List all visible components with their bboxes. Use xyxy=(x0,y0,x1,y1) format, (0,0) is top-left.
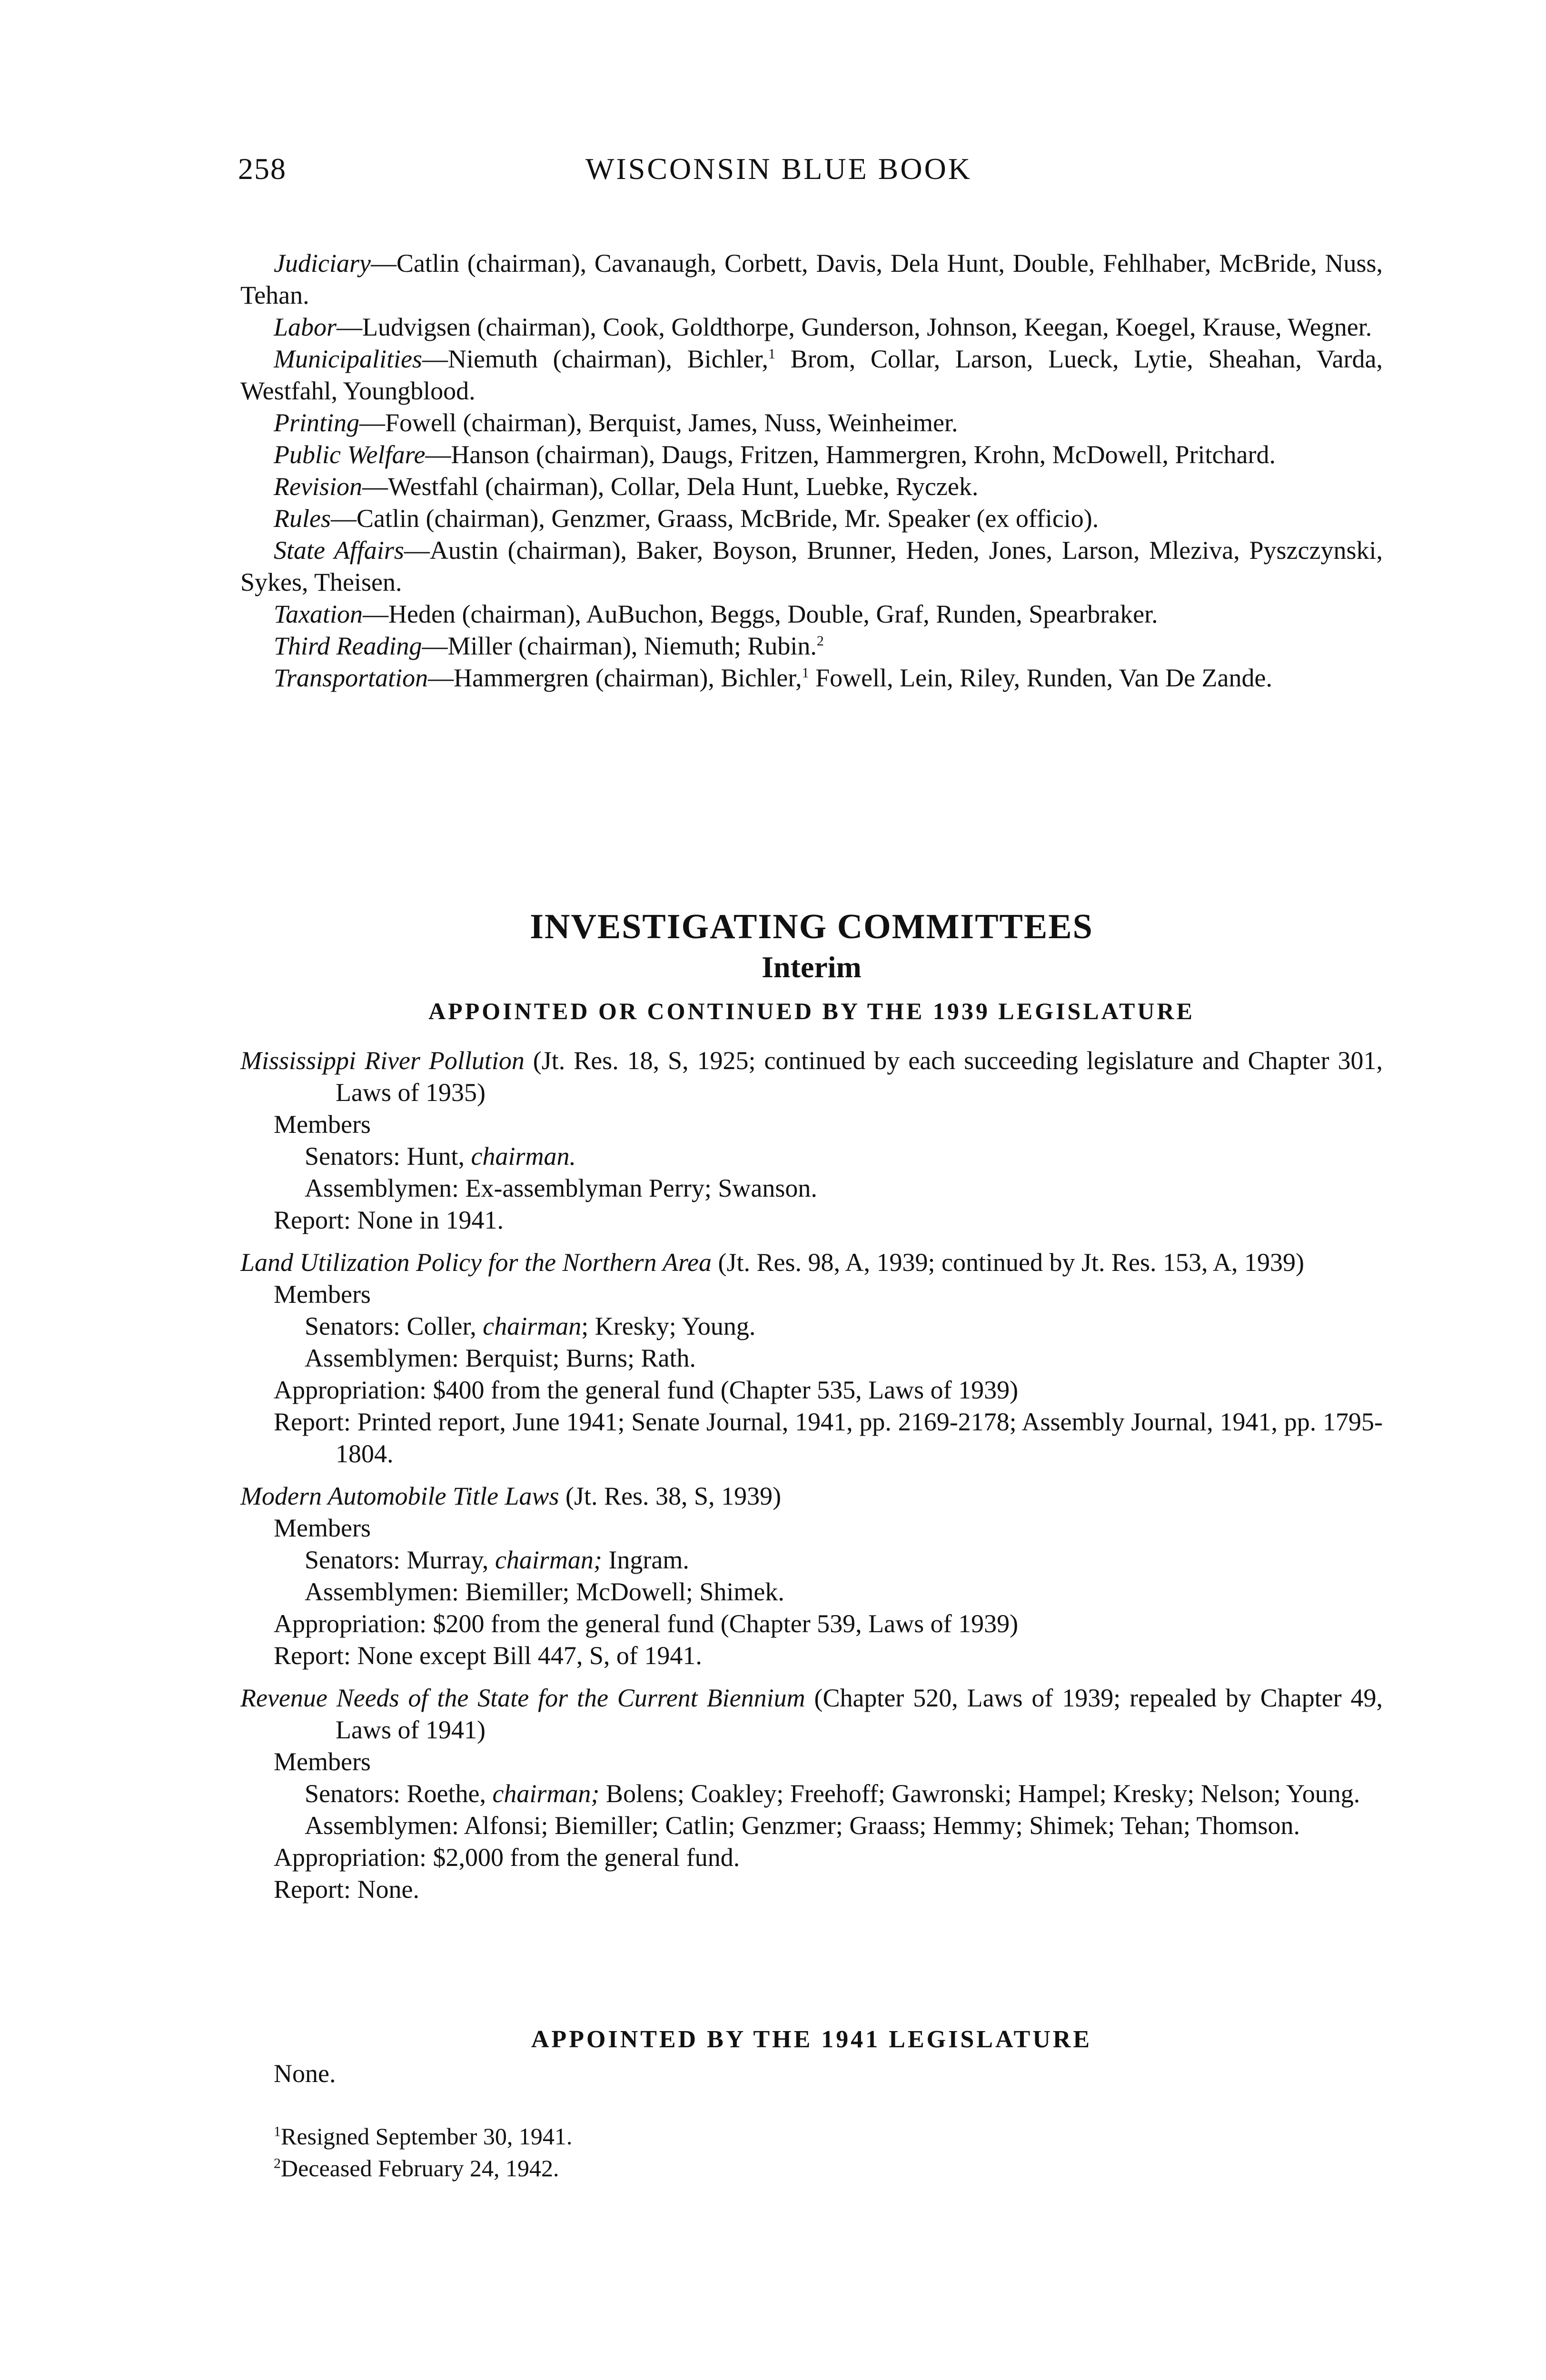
committee-entry xyxy=(240,407,1383,439)
committee-members-continued: Fowell, Lein, Riley, Runden, Van De Zande. xyxy=(809,664,1272,692)
investigating-committee xyxy=(240,1682,1383,1905)
footnote-mark: 2 xyxy=(816,633,824,649)
committee-name: State Affairs xyxy=(274,536,404,565)
report-line: Report: None except Bill 447, S, of 1941. xyxy=(274,1641,702,1670)
assemblymen-line xyxy=(240,1576,1383,1608)
committee-members: —Catlin (chairman), Genzmer, Graass, McBride, Mr. Speaker (ex officio). xyxy=(330,504,1099,533)
committee-members-continued: Brom, Collar, Larson, Lueck, Lytie, Sheahan, Varda, Westfahl, Youngblood. xyxy=(240,345,1383,405)
committee-members: —Catlin (chairman), Cavanaugh, Corbett, Davis, Dela Hunt, Double, Fehlhaber, McBride, Nuss, Tehan. xyxy=(240,249,1383,309)
footnote-mark: 1 xyxy=(802,665,809,681)
appropriation-line: Appropriation: $200 from the general fund (Chapter 539, Laws of 1939) xyxy=(274,1609,1019,1638)
investigating-committee xyxy=(240,1247,1383,1470)
assemblymen-label: Assemblymen: xyxy=(305,1344,466,1372)
report-line: Report: Printed report, June 1941; Senate Journal, 1941, pp. 2169-2178; Assembly Journal, 1941, pp. 1795-1804. xyxy=(274,1408,1383,1468)
committee-name: Taxation xyxy=(274,600,363,628)
committee-title: Revenue Needs of the State for the Current Biennium xyxy=(240,1684,805,1712)
committee-name: Transportation xyxy=(274,664,428,692)
footnote-mark: 1 xyxy=(768,346,775,362)
footnote-text: Resigned September 30, 1941. xyxy=(281,2123,573,2150)
appropriation-line: Appropriation: $2,000 from the general fund. xyxy=(274,1843,740,1872)
investigating-committee-list xyxy=(240,1045,1383,1916)
chairman-label: chairman. xyxy=(471,1142,576,1170)
section-heading-1939: APPOINTED OR CONTINUED BY THE 1939 LEGISLATURE xyxy=(428,998,1195,1024)
assemblymen-names: Alfonsi; Biemiller; Catlin; Genzmer; Graass; Hemmy; Shimek; Tehan; Thomson. xyxy=(464,1811,1300,1840)
appropriation-line: Appropriation: $400 from the general fund (Chapter 535, Laws of 1939) xyxy=(274,1376,1019,1404)
senators-names: Hunt, xyxy=(406,1142,471,1170)
committee-title-line xyxy=(240,1682,1383,1746)
committee-members: —Heden (chairman), AuBuchon, Beggs, Double, Graf, Runden, Spearbraker. xyxy=(363,600,1158,628)
committee-name: Revision xyxy=(274,472,362,501)
committee-entry xyxy=(240,248,1383,311)
footnote-mark: 1 xyxy=(274,2123,281,2140)
senators-names-continued: ; Kresky; Young. xyxy=(581,1312,756,1340)
assemblymen-names: Berquist; Burns; Rath. xyxy=(465,1344,696,1372)
report-line: Report: None. xyxy=(274,1875,419,1904)
members-label: Members xyxy=(274,1110,371,1139)
investigating-committee xyxy=(240,1045,1383,1236)
members-label: Members xyxy=(274,1514,371,1542)
committee-title: Modern Automobile Title Laws xyxy=(240,1482,559,1510)
senators-label: Senators: xyxy=(305,1779,407,1808)
footnote xyxy=(274,2121,572,2152)
senators-names: Murray, xyxy=(406,1546,495,1574)
assemblymen-names: Biemiller; McDowell; Shimek. xyxy=(465,1577,784,1606)
report-line: Report: None in 1941. xyxy=(274,1206,504,1234)
committee-name: Third Reading xyxy=(274,632,422,660)
senators-line xyxy=(240,1310,1383,1342)
running-head: WISCONSIN BLUE BOOK xyxy=(585,152,972,186)
committee-name: Labor xyxy=(274,313,337,341)
footnote-text: Deceased February 24, 1942. xyxy=(281,2155,559,2182)
senators-names: Coller, xyxy=(406,1312,483,1340)
page-number: 258 xyxy=(238,152,287,186)
committee-entry xyxy=(240,630,1383,662)
committee-source: (Chapter 520, Laws of 1939; repealed by Chapter 49, Laws of 1941) xyxy=(336,1684,1383,1744)
committee-members: —Hammergren (chairman), Bichler, xyxy=(428,664,802,692)
committee-entry xyxy=(240,662,1383,694)
committee-name: Municipalities xyxy=(274,345,422,373)
assemblymen-label: Assemblymen: xyxy=(305,1577,466,1606)
committee-members: —Ludvigsen (chairman), Cook, Goldthorpe, Gunderson, Johnson, Keegan, Koegel, Krause, Wegner. xyxy=(337,313,1372,341)
committee-entry xyxy=(240,598,1383,630)
investigating-committee xyxy=(240,1480,1383,1672)
assemblymen-names: Ex-assemblyman Perry; Swanson. xyxy=(465,1174,817,1202)
footnote xyxy=(274,2152,572,2184)
committee-members: —Miller (chairman), Niemuth; Rubin. xyxy=(422,632,817,660)
senators-label: Senators: xyxy=(305,1312,407,1340)
section-heading-1941: APPOINTED BY THE 1941 LEGISLATURE xyxy=(531,2026,1092,2053)
committee-members: —Fowell (chairman), Berquist, James, Nuss, Weinheimer. xyxy=(359,408,958,437)
committee-title: Land Utilization Policy for the Northern Area xyxy=(240,1248,712,1277)
assemblymen-line xyxy=(240,1342,1383,1374)
committee-entry xyxy=(240,439,1383,471)
assemblymen-label: Assemblymen: xyxy=(305,1811,464,1840)
standing-committee-list xyxy=(240,248,1383,694)
committee-entry xyxy=(240,343,1383,407)
committee-source: (Jt. Res. 18, S, 1925; continued by each succeeding legislature and Chapter 301, Laws of 1935) xyxy=(336,1046,1383,1107)
none-text: None. xyxy=(274,2059,336,2088)
senators-line xyxy=(240,1544,1383,1576)
senators-names-continued: Bolens; Coakley; Freehoff; Gawronski; Hampel; Kresky; Nelson; Young. xyxy=(599,1779,1360,1808)
investigating-heading: INVESTIGATING COMMITTEES xyxy=(530,907,1093,946)
senators-names: Roethe, xyxy=(406,1779,493,1808)
committee-entry xyxy=(240,503,1383,535)
senators-names-continued: Ingram. xyxy=(602,1546,689,1574)
senators-label: Senators: xyxy=(305,1142,407,1170)
committee-members: —Austin (chairman), Baker, Boyson, Brunner, Heden, Jones, Larson, Mleziva, Pyszczynski, Sykes, Theisen. xyxy=(240,536,1383,596)
assemblymen-label: Assemblymen: xyxy=(305,1174,466,1202)
committee-title-line xyxy=(240,1480,1383,1512)
committee-members: —Hanson (chairman), Daugs, Fritzen, Hammergren, Krohn, McDowell, Pritchard. xyxy=(425,440,1276,469)
senators-line xyxy=(240,1778,1383,1810)
committee-source: (Jt. Res. 98, A, 1939; continued by Jt. Res. 153, A, 1939) xyxy=(711,1248,1304,1277)
committee-entry xyxy=(240,471,1383,503)
committee-entry xyxy=(240,311,1383,343)
senators-line xyxy=(240,1140,1383,1172)
page-header xyxy=(238,151,1380,194)
committee-name: Judiciary xyxy=(274,249,371,278)
chairman-label: chairman; xyxy=(495,1546,602,1574)
assemblymen-line xyxy=(240,1810,1383,1842)
committee-name: Public Welfare xyxy=(274,440,426,469)
committee-name: Rules xyxy=(274,504,331,533)
members-label: Members xyxy=(274,1280,371,1309)
assemblymen-line xyxy=(240,1172,1383,1204)
committee-name: Printing xyxy=(274,408,360,437)
committee-source: (Jt. Res. 38, S, 1939) xyxy=(559,1482,782,1510)
committee-members: —Niemuth (chairman), Bichler, xyxy=(422,345,768,373)
chairman-label: chairman; xyxy=(492,1779,600,1808)
members-label: Members xyxy=(274,1747,371,1776)
senators-label: Senators: xyxy=(305,1546,407,1574)
committee-members: —Westfahl (chairman), Collar, Dela Hunt, Luebke, Ryczek. xyxy=(362,472,979,501)
footnote-mark: 2 xyxy=(274,2155,281,2172)
committee-entry xyxy=(240,535,1383,598)
chairman-label: chairman xyxy=(483,1312,582,1340)
committee-title: Mississippi River Pollution xyxy=(240,1046,525,1075)
committee-title-line xyxy=(240,1045,1383,1109)
footnotes xyxy=(274,2121,572,2184)
interim-subheading: Interim xyxy=(762,950,862,984)
committee-title-line xyxy=(240,1247,1383,1279)
